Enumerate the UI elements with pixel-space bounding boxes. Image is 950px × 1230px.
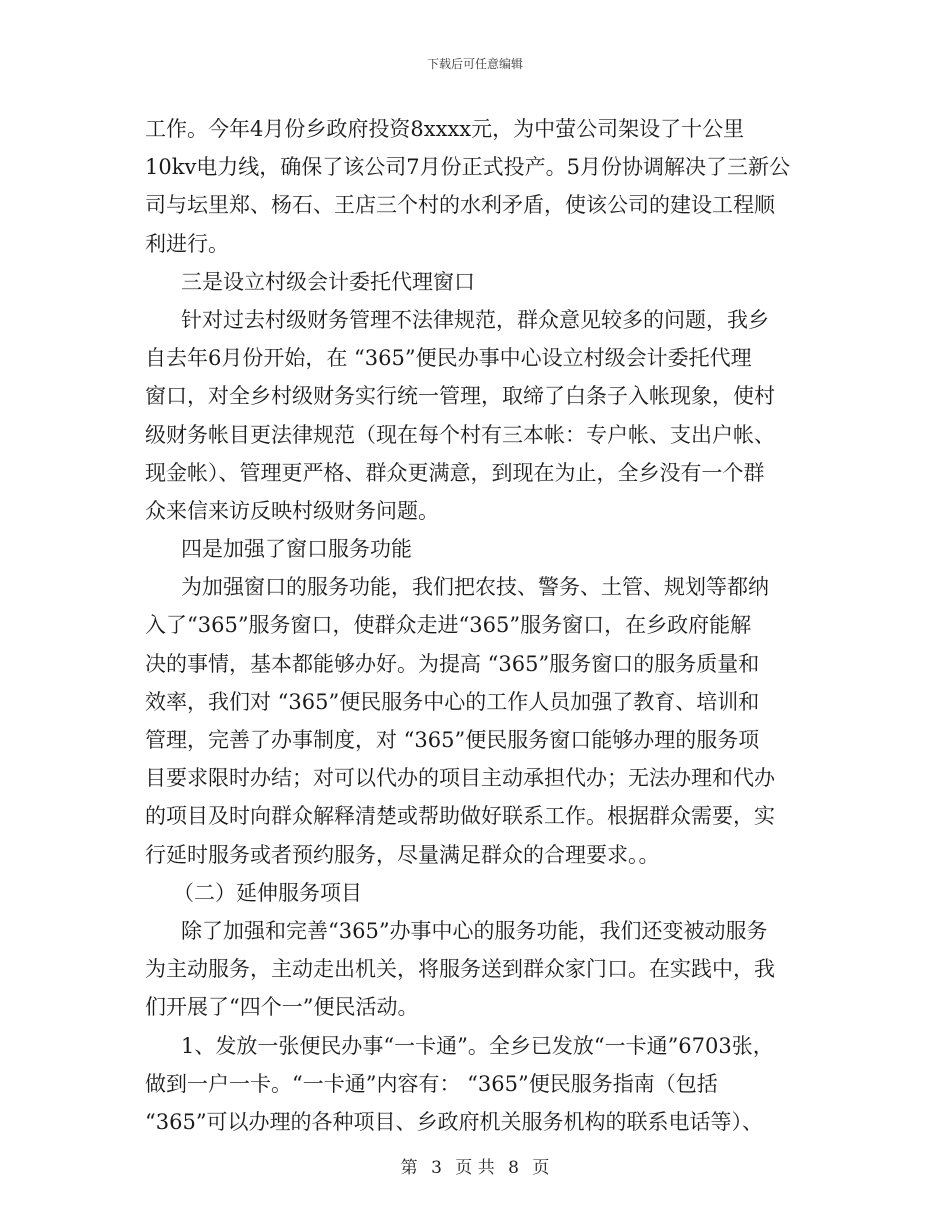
footer-suffix: 页 [532,1158,550,1178]
body-line: 目要求限时办结；对可以代办的项目主动承担代办；无法办理和代办 [145,766,775,791]
page-footer [0,1153,950,1178]
body-line: 现金帐）、管理更严格、群众更满意，到现在为止，全乡没有一个群 [145,460,765,485]
body-line: 的项目及时向群众解释清楚或帮助做好联系工作。根据群众需要，实 [145,804,775,829]
body-line: 管理，完善了办事制度，对 “365”便民服务窗口能够办理的服务项 [145,728,760,752]
document-body [145,110,825,1141]
body-line: 行延时服务或者预约服务，尽量满足群众的合理要求。。 [145,842,660,867]
body-line: 为主动服务，主动走出机关，将服务送到群众家门口。在实践中，我 [145,957,775,982]
body-line: 除了加强和完善“365”办事中心的服务功能，我们还变被动服务 [181,918,768,943]
body-line: “365”可以办理的各种项目、乡政府机关服务机构的联系电话等）、 [145,1109,764,1134]
body-line: 们开展了“四个一”便民活动。 [145,995,419,1020]
body-line: 决的事情，基本都能够办好。为提高 “365”服务窗口的服务质量和 [145,651,760,676]
body-line: 为加强窗口的服务功能，我们把农技、警务、土管、规划等都纳 [181,575,769,600]
footer-page-number: 3 [431,1158,442,1178]
body-line: （二）延伸服务项目 [173,880,362,905]
body-line: 做到一户一卡。“一卡通”内容有： “365”便民服务指南（包括 [145,1071,718,1096]
footer-prefix: 第 [400,1158,418,1178]
body-line: 入了“365”服务窗口，使群众走进“365”服务窗口，在乡政府能解 [145,613,752,638]
body-line: 窗口，对全乡村级财务实行统一管理，取缔了白条子入帐现象，使村 [145,384,775,409]
body-line: 三是设立村级会计委托代理窗口 [181,269,475,294]
body-line: 众来信来访反映村级财务问题。 [145,498,439,523]
body-line: 1、发放一张便民办事“一卡通”。全乡已发放“一卡通”6703张， [181,1033,774,1058]
body-line: 利进行。 [145,231,229,256]
body-line: 工作。今年4月份乡政府投资8xxxx元，为中萤公司架设了十公里 [145,117,745,141]
body-line: 四是加强了窗口服务功能 [181,537,412,562]
body-line: 级财务帐目更法律规范（现在每个村有三本帐：专户帐、支出户帐、 [145,422,775,447]
page-header: 下载后可任意编辑 [426,57,523,71]
body-line: 自去年6月份开始，在 “365”便民办事中心设立村级会计委托代理 [145,346,752,371]
body-line: 效率，我们对 “365”便民服务中心的工作人员加强了教育、培训和 [145,689,760,714]
body-line: 10kv电力线，确保了该公司7月份正式投产。5月份协调解决了三新公 [145,155,791,180]
body-line: 司与坛里郑、杨石、王店三个村的水利矛盾，使该公司的建设工程顺 [145,193,775,218]
body-line: 针对过去村级财务管理不法律规范，群众意见较多的问题，我乡 [181,307,769,332]
footer-mid: 页 共 [455,1158,495,1178]
footer-total-pages: 8 [508,1158,519,1178]
